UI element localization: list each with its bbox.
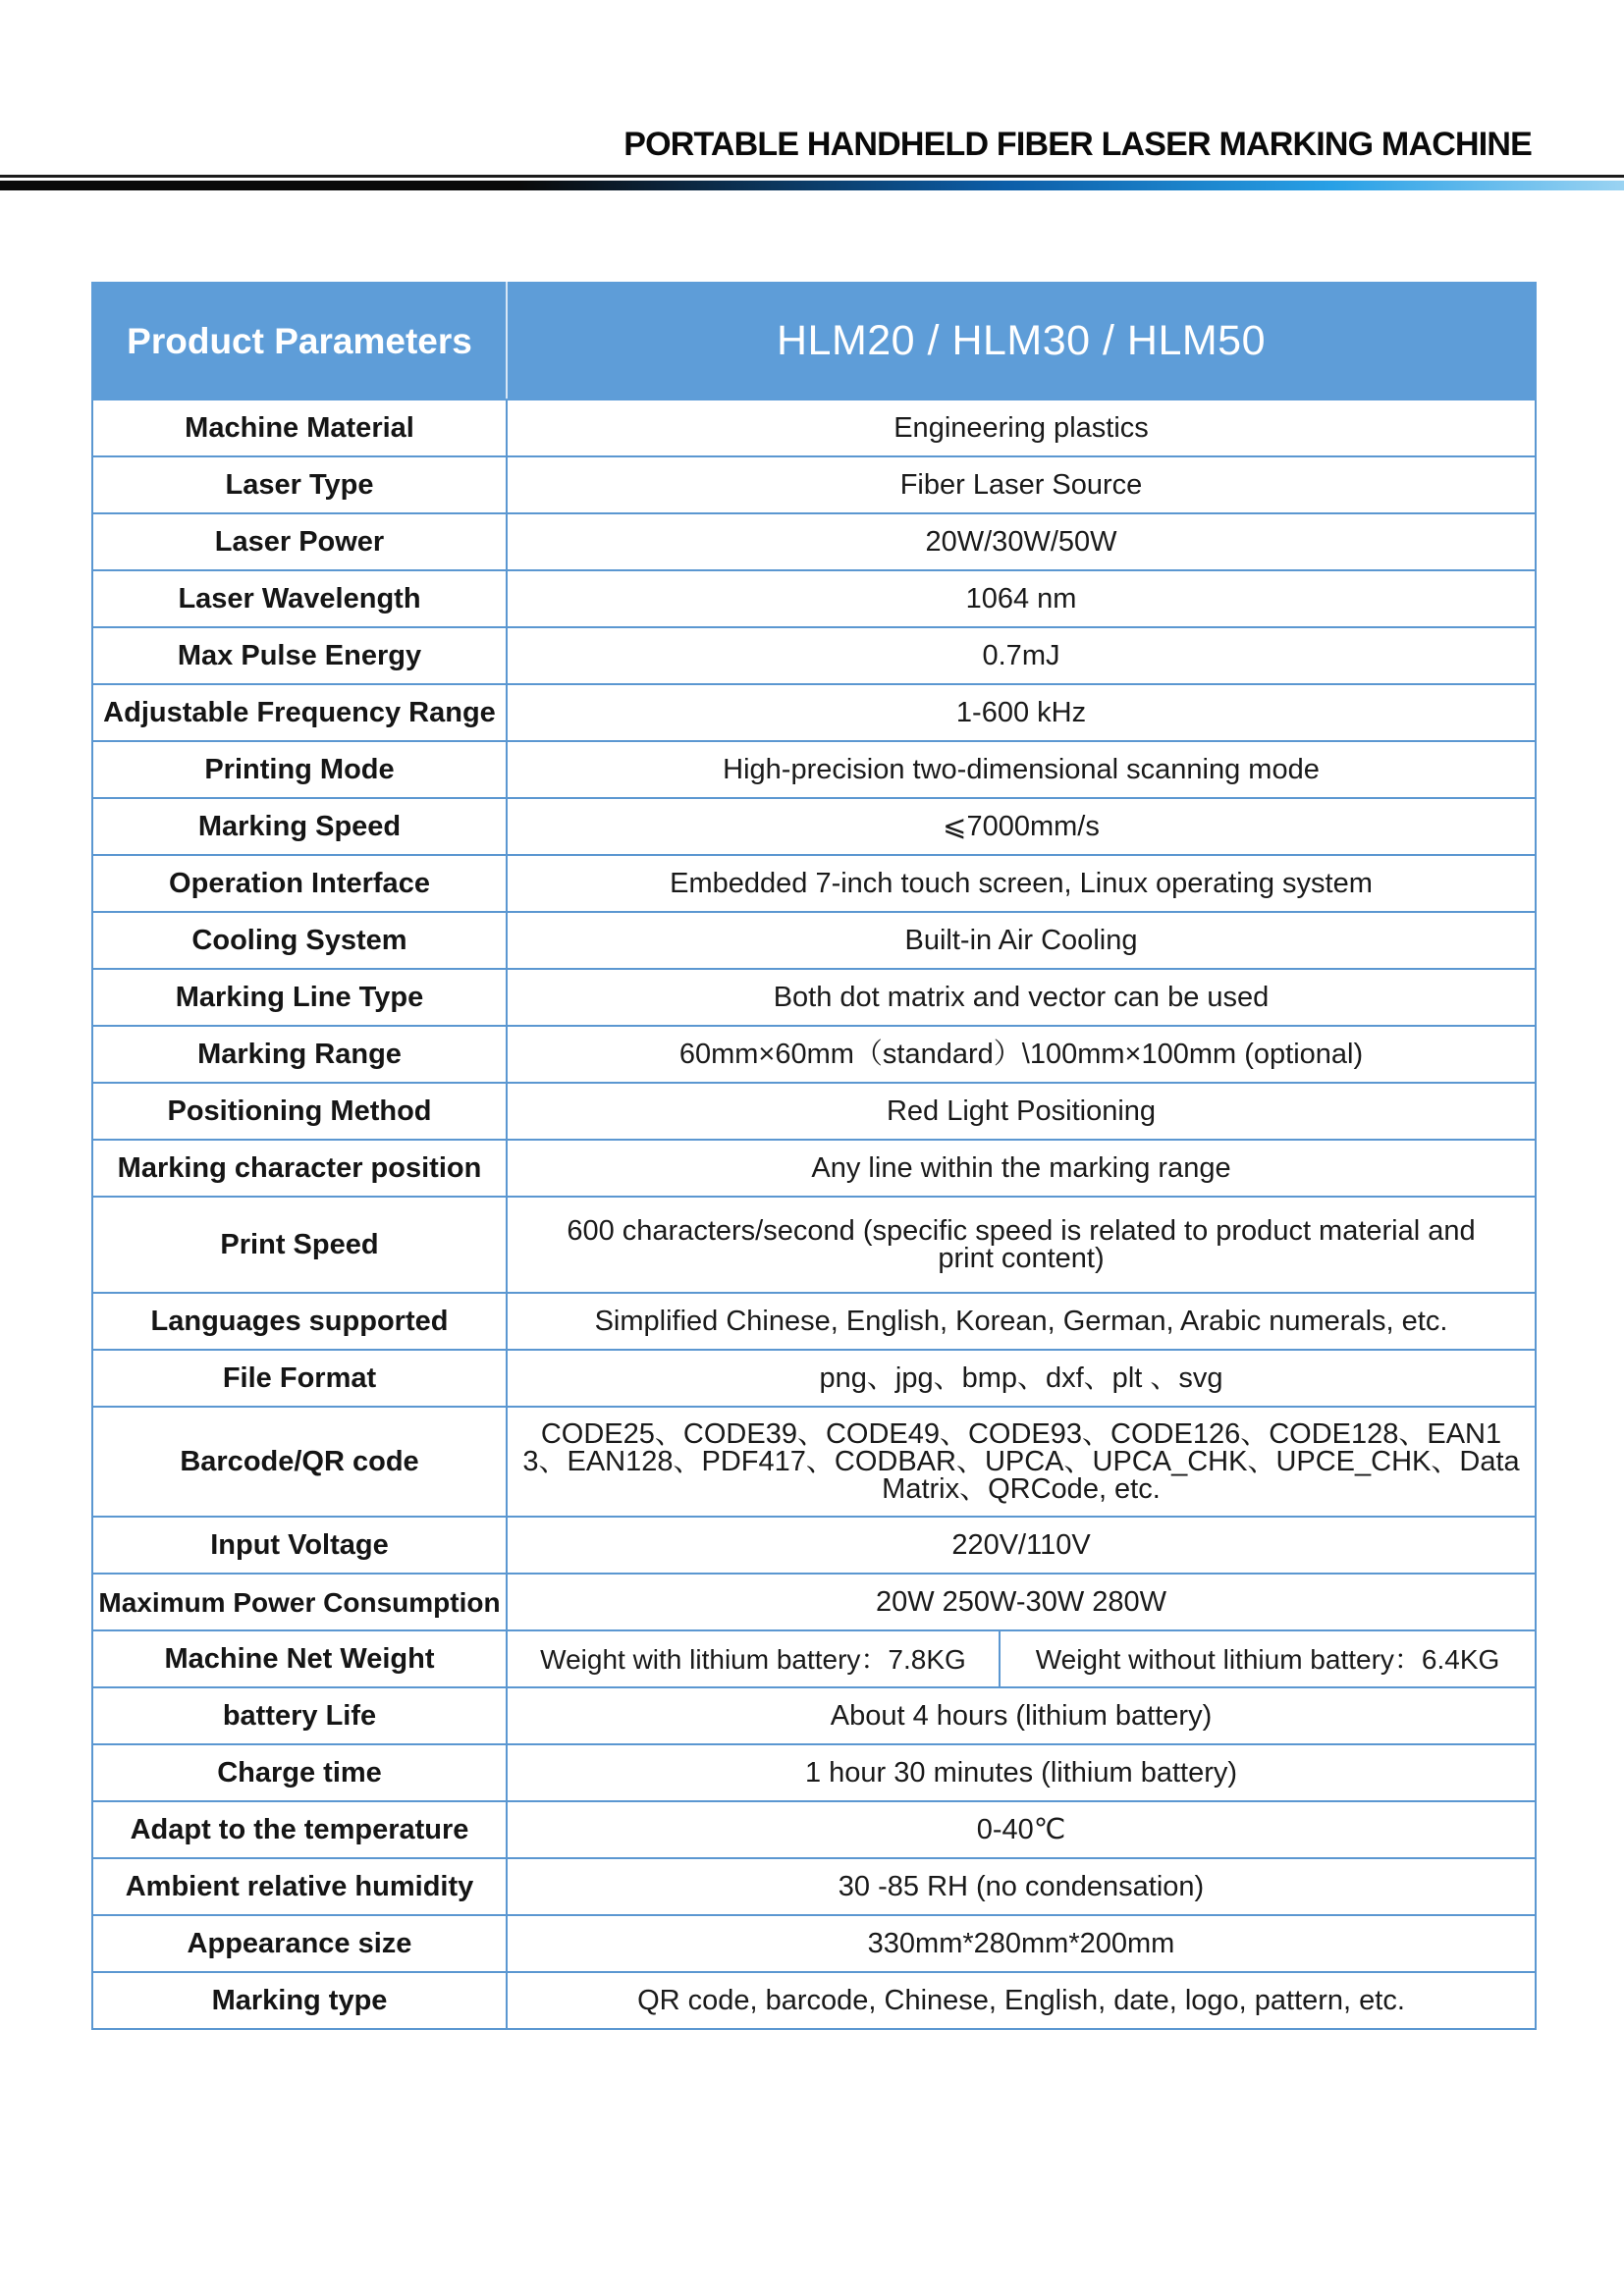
table-row: [92, 684, 1536, 741]
table-row: [92, 855, 1536, 912]
param-name: Appearance size: [92, 1915, 507, 1972]
param-value: 1-600 kHz: [507, 684, 1536, 741]
table-row: [92, 627, 1536, 684]
table-row: [92, 1972, 1536, 2029]
param-value: 20W 250W-30W 280W: [507, 1574, 1536, 1630]
weight-with-battery: Weight with lithium battery：7.8KG: [507, 1630, 1000, 1687]
param-name: Barcode/QR code: [92, 1407, 507, 1517]
param-name: Marking Speed: [92, 798, 507, 855]
param-name: Maximum Power Consumption: [92, 1574, 507, 1630]
param-value: Engineering plastics: [507, 400, 1536, 456]
param-name: Operation Interface: [92, 855, 507, 912]
param-value: 1 hour 30 minutes (lithium battery): [507, 1744, 1536, 1801]
table-row: [92, 1630, 1536, 1687]
param-name: Languages supported: [92, 1293, 507, 1350]
param-value: Any line within the marking range: [507, 1140, 1536, 1197]
param-name: Cooling System: [92, 912, 507, 969]
param-value: CODE25、CODE39、CODE49、CODE93、CODE126、CODE128、EAN13、EAN128、PDF417、CODBAR、UPCA、UPCA_CHK、UPCE_CHK、DataMatrix、QRCode, etc.: [507, 1407, 1536, 1517]
param-name: battery Life: [92, 1687, 507, 1744]
table-row: [92, 570, 1536, 627]
table-row: [92, 741, 1536, 798]
param-name: Marking Line Type: [92, 969, 507, 1026]
table-row: [92, 1915, 1536, 1972]
param-value: 600 characters/second (specific speed is related to product material and print content): [507, 1197, 1536, 1293]
param-name: Printing Mode: [92, 741, 507, 798]
weight-without-battery: Weight without lithium battery：6.4KG: [1000, 1630, 1536, 1687]
spec-table: [91, 282, 1537, 2030]
param-value: png、jpg、bmp、dxf、plt 、svg: [507, 1350, 1536, 1407]
param-value: Both dot matrix and vector can be used: [507, 969, 1536, 1026]
param-name: Input Voltage: [92, 1517, 507, 1574]
document-title: PORTABLE HANDHELD FIBER LASER MARKING MACHINE: [623, 126, 1532, 163]
param-name: Print Speed: [92, 1197, 507, 1293]
table-row: [92, 1407, 1536, 1517]
table-row: [92, 1858, 1536, 1915]
param-name: Machine Net Weight: [92, 1630, 507, 1687]
param-value: Embedded 7-inch touch screen, Linux operating system: [507, 855, 1536, 912]
param-name: Positioning Method: [92, 1083, 507, 1140]
param-value: 30 -85 RH (no condensation): [507, 1858, 1536, 1915]
table-row: [92, 1350, 1536, 1407]
param-value: High-precision two-dimensional scanning mode: [507, 741, 1536, 798]
table-header-row: [92, 283, 1536, 400]
table-row: [92, 1083, 1536, 1140]
header-rule-thick: [0, 181, 1624, 190]
param-name: Laser Wavelength: [92, 570, 507, 627]
param-value: 1064 nm: [507, 570, 1536, 627]
table-row: [92, 969, 1536, 1026]
param-value: Fiber Laser Source: [507, 456, 1536, 513]
param-name: Charge time: [92, 1744, 507, 1801]
table-row: [92, 1687, 1536, 1744]
param-name: Adjustable Frequency Range: [92, 684, 507, 741]
table-row: [92, 798, 1536, 855]
header-rule-thin: [0, 175, 1624, 178]
table-row: [92, 513, 1536, 570]
param-value: About 4 hours (lithium battery): [507, 1687, 1536, 1744]
param-name: Max Pulse Energy: [92, 627, 507, 684]
param-value: Red Light Positioning: [507, 1083, 1536, 1140]
table-row: [92, 1801, 1536, 1858]
param-value: 0-40℃: [507, 1801, 1536, 1858]
header-product-parameters: Product Parameters: [92, 283, 507, 400]
param-value: 60mm×60mm（standard）\100mm×100mm (optional): [507, 1026, 1536, 1083]
param-value: 20W/30W/50W: [507, 513, 1536, 570]
param-name: File Format: [92, 1350, 507, 1407]
param-name: Marking Range: [92, 1026, 507, 1083]
param-value: ⩽7000mm/s: [507, 798, 1536, 855]
table-row: [92, 912, 1536, 969]
param-value: Simplified Chinese, English, Korean, German, Arabic numerals, etc.: [507, 1293, 1536, 1350]
param-name: Ambient relative humidity: [92, 1858, 507, 1915]
param-name: Laser Power: [92, 513, 507, 570]
table-row: [92, 1197, 1536, 1293]
header-model-names: HLM20 / HLM30 / HLM50: [507, 283, 1536, 400]
table-row: [92, 1140, 1536, 1197]
table-row: [92, 1517, 1536, 1574]
param-name: Adapt to the temperature: [92, 1801, 507, 1858]
param-value: 220V/110V: [507, 1517, 1536, 1574]
param-value: QR code, barcode, Chinese, English, date, logo, pattern, etc.: [507, 1972, 1536, 2029]
param-value: Built-in Air Cooling: [507, 912, 1536, 969]
param-name: Marking type: [92, 1972, 507, 2029]
table-row: [92, 456, 1536, 513]
param-name: Marking character position: [92, 1140, 507, 1197]
param-name: Machine Material: [92, 400, 507, 456]
table-row: [92, 1744, 1536, 1801]
table-row: [92, 400, 1536, 456]
param-name: Laser Type: [92, 456, 507, 513]
param-value: 0.7mJ: [507, 627, 1536, 684]
table-row: [92, 1574, 1536, 1630]
table-row: [92, 1293, 1536, 1350]
param-value: 330mm*280mm*200mm: [507, 1915, 1536, 1972]
table-row: [92, 1026, 1536, 1083]
